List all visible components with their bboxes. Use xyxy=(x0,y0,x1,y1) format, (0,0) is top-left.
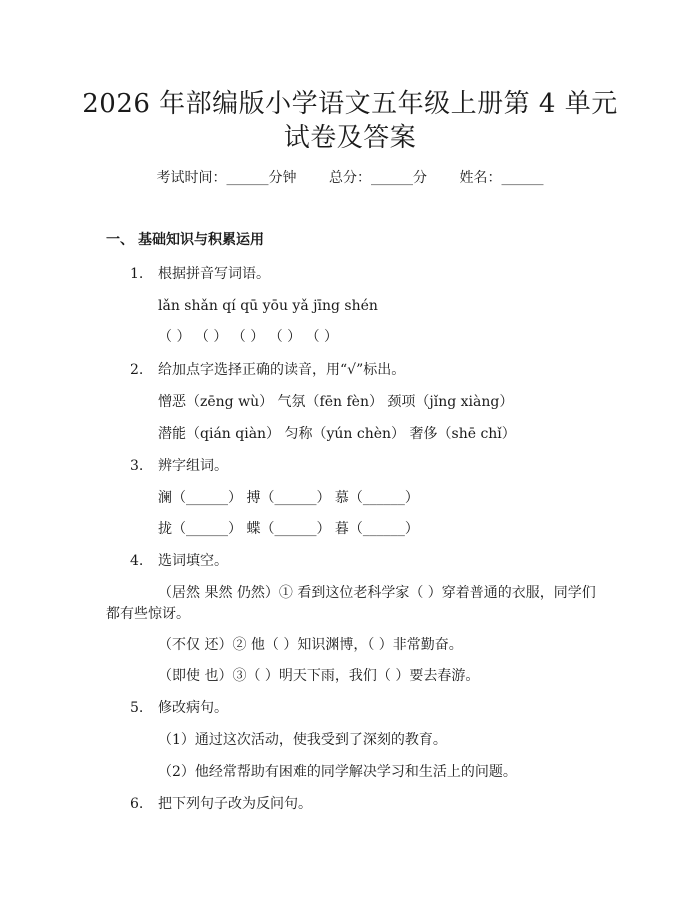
q6-number: 6. xyxy=(130,796,144,812)
q2-row2: 潜能（qián qiàn） 匀称（yún chèn） 奢侈（shē chǐ） xyxy=(158,426,516,442)
q2-row1: 憎恶（zēng wù） 气氛（fēn fèn） 颈项（jǐng xiàng） xyxy=(158,394,514,410)
q2-number: 2. xyxy=(130,362,144,378)
q1-text: 根据拼音写词语。 xyxy=(158,266,270,282)
q5-number: 5. xyxy=(130,700,144,716)
q1-blanks: （ ） （ ） （ ） （ ） （ ） xyxy=(158,329,339,345)
section-title: 基础知识与积累运用 xyxy=(138,232,264,248)
q4-line2: （不仅 还）② 他（ ）知识渊博，（ ）非常勤奋。 xyxy=(158,637,463,653)
q6-text: 把下列句子改为反问句。 xyxy=(158,796,312,812)
q5-sentence2: （2）他经常帮助有困难的同学解决学习和生活上的问题。 xyxy=(158,764,517,780)
q4-text: 选词填空。 xyxy=(158,553,228,569)
exam-meta xyxy=(0,168,700,188)
q4-line3: （即使 也）③（ ）明天下雨，我们（ ）要去春游。 xyxy=(158,668,480,684)
q1-pinyin: lǎn shǎn qí qū yōu yǎ jīng shén xyxy=(158,298,378,314)
exam-score: 总分：______分 xyxy=(329,170,427,186)
page-title-line1: 2026 年部编版小学语文五年级上册第 4 单元 xyxy=(82,89,618,119)
exam-time: 考试时间：______分钟 xyxy=(156,170,297,186)
page-title-line2: 试卷及答案 xyxy=(283,123,417,153)
q5-sentence1: （1）通过这次活动，使我受到了深刻的教育。 xyxy=(158,732,447,748)
q4-line1-continued: 都有些惊讶。 xyxy=(106,606,190,622)
q4-line1: （居然 果然 仍然）① 看到这位老科学家（ ）穿着普通的衣服，同学们 xyxy=(158,585,596,601)
q1-number: 1. xyxy=(130,266,144,282)
q2-text: 给加点字选择正确的读音，用“√”标出。 xyxy=(158,362,406,378)
q3-row2: 拢（______） 蝶（______） 暮（______） xyxy=(158,521,419,537)
q3-text: 辨字组词。 xyxy=(158,458,228,474)
student-name: 姓名：______ xyxy=(459,170,544,186)
q3-number: 3. xyxy=(130,458,144,474)
q4-number: 4. xyxy=(130,553,144,569)
q3-row1: 澜（______） 搏（______） 慕（______） xyxy=(158,490,419,506)
section-number: 一、 xyxy=(106,232,134,248)
q5-text: 修改病句。 xyxy=(158,700,228,716)
